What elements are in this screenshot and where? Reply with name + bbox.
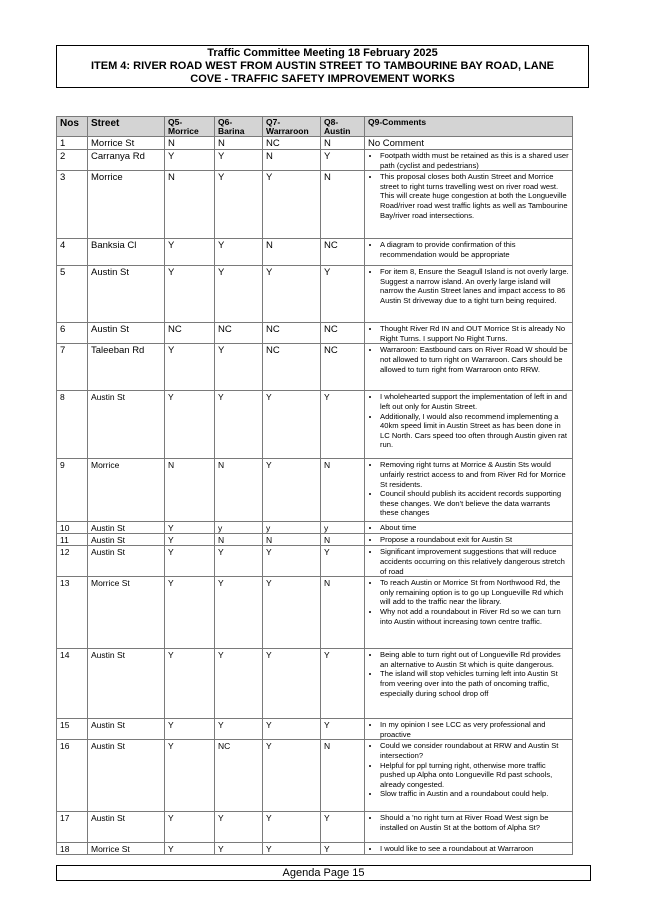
comment-bullet: • The island will stop vehicles turning left into Austin St from veering over into the path of oncoming traffic, especially during school drop off xyxy=(380,669,569,698)
q7-warraroon-cell: Y xyxy=(263,171,321,239)
comment-bullet: • Should a 'no right turn at River Road West sign be installed on Austin St at the bottom of Alpha St? xyxy=(380,813,569,832)
comment-list xyxy=(368,460,569,518)
comment-list xyxy=(368,345,569,374)
comment-bullet: • Council should publish its accident records supporting these changes. We don't believe the data warrants these changes xyxy=(380,489,569,518)
row-number-cell: 3 xyxy=(57,171,88,239)
row-number-cell: 10 xyxy=(57,522,88,534)
row-number-cell: 4 xyxy=(57,239,88,266)
row-number-cell: 12 xyxy=(57,546,88,577)
q8-austin-cell: NC xyxy=(321,323,365,344)
q5-morrice-cell: NC xyxy=(165,323,215,344)
street-cell: Morrice St xyxy=(88,843,165,855)
comment-list xyxy=(368,535,569,545)
q7-warraroon-cell: Y xyxy=(263,740,321,812)
comment-text: No Comment xyxy=(368,138,424,149)
q8-austin-cell: y xyxy=(321,522,365,534)
q7-warraroon-cell: Y xyxy=(263,577,321,649)
comment-bullet: • To reach Austin or Morrice St from Northwood Rd, the only remaining option is to go up Longueville Rd which will add to the traffic near the library. xyxy=(380,578,569,607)
item-title-line2: COVE - TRAFFIC SAFETY IMPROVEMENT WORKS xyxy=(190,73,455,85)
q7-warraroon-cell: Y xyxy=(263,812,321,843)
street-cell: Morrice St xyxy=(88,137,165,150)
comments-cell xyxy=(365,843,573,855)
q6-barina-cell: Y xyxy=(215,391,263,459)
q6-barina-cell: N xyxy=(215,534,263,546)
table-row xyxy=(57,171,573,239)
table-row xyxy=(57,323,573,344)
q7-warraroon-cell: NC xyxy=(263,323,321,344)
header-q8: Q8- Austin xyxy=(321,117,365,137)
q5-morrice-cell: N xyxy=(165,459,215,522)
street-cell: Carranya Rd xyxy=(88,150,165,171)
row-number-cell: 17 xyxy=(57,812,88,843)
comments-cell xyxy=(365,649,573,719)
comments-cell xyxy=(365,344,573,391)
street-cell: Taleeban Rd xyxy=(88,344,165,391)
q6-barina-cell: Y xyxy=(215,546,263,577)
header-street: Street xyxy=(88,117,165,137)
comment-bullet: • In my opinion I see LCC as very professional and proactive xyxy=(380,720,569,739)
header-comments: Q9-Comments xyxy=(365,117,573,137)
q6-barina-cell: Y xyxy=(215,649,263,719)
comment-bullet: • Significant improvement suggestions that will reduce accidents occurring on this relatively dangerous stretch of road xyxy=(380,547,569,576)
row-number-cell: 7 xyxy=(57,344,88,391)
comment-bullet: • This proposal closes both Austin Street and Morrice street to right turns travelling west on river road west. This will create huge congestion at both the Longueville Road/river road west traffic lights as well as Tambourine Bay/river road intersections. xyxy=(380,172,569,220)
comment-bullet: • Additionally, I would also recommend implementing a 40km speed limit in Austin Street as has been done in LC North. Cars speed too often through Austin given rat run. xyxy=(380,412,569,450)
comment-list xyxy=(368,741,569,799)
q7-warraroon-cell: Y xyxy=(263,459,321,522)
comment-list xyxy=(368,547,569,576)
q7-warraroon-cell: NC xyxy=(263,344,321,391)
table-row xyxy=(57,740,573,812)
comments-cell xyxy=(365,740,573,812)
street-cell: Austin St xyxy=(88,522,165,534)
q5-morrice-cell: N xyxy=(165,171,215,239)
q7-warraroon-cell: Y xyxy=(263,546,321,577)
comment-list xyxy=(368,267,569,305)
comment-list xyxy=(368,813,569,832)
q7-warraroon-cell: y xyxy=(263,522,321,534)
street-cell: Austin St xyxy=(88,266,165,323)
q5-morrice-cell: Y xyxy=(165,843,215,855)
comment-bullet: • Why not add a roundabout in River Rd so we can turn into Austin without increasing town centre traffic. xyxy=(380,607,569,626)
q6-barina-cell: Y xyxy=(215,150,263,171)
comment-list xyxy=(368,240,569,259)
comments-cell xyxy=(365,534,573,546)
q5-morrice-cell: Y xyxy=(165,391,215,459)
q5-morrice-cell: Y xyxy=(165,812,215,843)
street-cell: Austin St xyxy=(88,740,165,812)
table-row xyxy=(57,150,573,171)
table-row xyxy=(57,812,573,843)
q5-morrice-cell: Y xyxy=(165,239,215,266)
q8-austin-cell: Y xyxy=(321,391,365,459)
comment-bullet: • Helpful for ppl turning right, otherwise more traffic pushed up Alpha onto Longueville Rd past schools, already congested. xyxy=(380,761,569,790)
q7-warraroon-cell: Y xyxy=(263,843,321,855)
table-row xyxy=(57,577,573,649)
q6-barina-cell: Y xyxy=(215,812,263,843)
comments-cell xyxy=(365,522,573,534)
comments-cell xyxy=(365,459,573,522)
row-number-cell: 6 xyxy=(57,323,88,344)
table-row xyxy=(57,649,573,719)
q6-barina-cell: Y xyxy=(215,843,263,855)
comment-bullet: • Could we consider roundabout at RRW and Austin St intersection? xyxy=(380,741,569,760)
q5-morrice-cell: Y xyxy=(165,577,215,649)
street-cell: Austin St xyxy=(88,812,165,843)
q8-austin-cell: N xyxy=(321,577,365,649)
table-row xyxy=(57,459,573,522)
q5-morrice-cell: Y xyxy=(165,266,215,323)
comment-bullet: • I wholehearted support the implementation of left in and left out only for Austin Street. xyxy=(380,392,569,411)
q8-austin-cell: NC xyxy=(321,239,365,266)
row-number-cell: 8 xyxy=(57,391,88,459)
street-cell: Morrice xyxy=(88,171,165,239)
q7-warraroon-cell: NC xyxy=(263,137,321,150)
row-number-cell: 2 xyxy=(57,150,88,171)
comments-cell xyxy=(365,546,573,577)
q7-warraroon-cell: N xyxy=(263,150,321,171)
comments-cell xyxy=(365,719,573,740)
q8-austin-cell: Y xyxy=(321,843,365,855)
comment-list xyxy=(368,392,569,450)
comment-bullet: • Removing right turns at Morrice & Austin Sts would unfairly restrict access to and from River Rd for Morrice St residents. xyxy=(380,460,569,489)
street-cell: Austin St xyxy=(88,534,165,546)
comments-cell xyxy=(365,266,573,323)
q5-morrice-cell: Y xyxy=(165,719,215,740)
row-number-cell: 9 xyxy=(57,459,88,522)
q6-barina-cell: NC xyxy=(215,323,263,344)
comment-bullet: • Being able to turn right out of Longueville Rd provides an alternative to Austin St which is quite dangerous. xyxy=(380,650,569,669)
q5-morrice-cell: Y xyxy=(165,546,215,577)
street-cell: Austin St xyxy=(88,719,165,740)
comments-cell xyxy=(365,577,573,649)
page-footer xyxy=(56,865,591,881)
q8-austin-cell: N xyxy=(321,534,365,546)
q6-barina-cell: NC xyxy=(215,740,263,812)
responses-table xyxy=(56,116,573,855)
row-number-cell: 18 xyxy=(57,843,88,855)
q6-barina-cell: Y xyxy=(215,266,263,323)
table-row xyxy=(57,239,573,266)
q6-barina-cell: Y xyxy=(215,344,263,391)
q8-austin-cell: N xyxy=(321,171,365,239)
comment-bullet: • Footpath width must be retained as this is a shared user path (cyclist and pedestrians) xyxy=(380,151,569,170)
q6-barina-cell: y xyxy=(215,522,263,534)
street-cell: Banksia Cl xyxy=(88,239,165,266)
table-row xyxy=(57,344,573,391)
item-title-line1: ITEM 4: RIVER ROAD WEST FROM AUSTIN STREET TO TAMBOURINE BAY ROAD, LANE xyxy=(90,60,555,72)
comment-list xyxy=(368,720,569,739)
row-number-cell: 11 xyxy=(57,534,88,546)
comments-cell xyxy=(365,239,573,266)
comment-list xyxy=(368,324,569,343)
header-q6: Q6- Barina xyxy=(215,117,263,137)
table-row xyxy=(57,522,573,534)
row-number-cell: 14 xyxy=(57,649,88,719)
table-row xyxy=(57,546,573,577)
comment-list xyxy=(368,650,569,698)
meeting-title: Traffic Committee Meeting 18 February 2025 xyxy=(207,47,438,59)
q7-warraroon-cell: Y xyxy=(263,649,321,719)
comment-list xyxy=(368,523,569,533)
q8-austin-cell: N xyxy=(321,137,365,150)
street-cell: Austin St xyxy=(88,546,165,577)
q8-austin-cell: Y xyxy=(321,546,365,577)
comments-cell xyxy=(365,812,573,843)
table-header-row xyxy=(57,117,573,137)
q8-austin-cell: Y xyxy=(321,812,365,843)
q8-austin-cell: Y xyxy=(321,266,365,323)
street-cell: Morrice St xyxy=(88,577,165,649)
document-title-box xyxy=(56,45,589,88)
q5-morrice-cell: Y xyxy=(165,534,215,546)
street-cell: Austin St xyxy=(88,649,165,719)
comment-bullet: • Slow traffic in Austin and a roundabout could help. xyxy=(380,789,569,799)
comments-cell xyxy=(365,323,573,344)
page-number-label: Agenda Page 15 xyxy=(282,867,365,879)
q5-morrice-cell: Y xyxy=(165,740,215,812)
q8-austin-cell: Y xyxy=(321,649,365,719)
table-row xyxy=(57,266,573,323)
q8-austin-cell: Y xyxy=(321,150,365,171)
q7-warraroon-cell: Y xyxy=(263,266,321,323)
row-number-cell: 1 xyxy=(57,137,88,150)
row-number-cell: 13 xyxy=(57,577,88,649)
table-body xyxy=(57,137,573,855)
q6-barina-cell: Y xyxy=(215,577,263,649)
q5-morrice-cell: Y xyxy=(165,649,215,719)
comment-bullet: • I would like to see a roundabout at Warraroon xyxy=(380,844,569,854)
q6-barina-cell: Y xyxy=(215,171,263,239)
comment-list xyxy=(368,844,569,854)
comments-cell xyxy=(365,150,573,171)
comment-list xyxy=(368,578,569,626)
q6-barina-cell: N xyxy=(215,137,263,150)
q7-warraroon-cell: N xyxy=(263,239,321,266)
comments-cell xyxy=(365,137,573,150)
table-row xyxy=(57,719,573,740)
header-q7: Q7- Warraroon xyxy=(263,117,321,137)
table-row xyxy=(57,391,573,459)
comment-bullet: • Warraroon: Eastbound cars on River Road W should be not allowed to turn right on Warraroon. Cars should be allowed to turn right from Warraroon onto RRW. xyxy=(380,345,569,374)
comments-cell xyxy=(365,391,573,459)
comment-bullet: • For item 8, Ensure the Seagull Island is not overly large. Suggest a narrow island. An overly large island will narrow the Austin Street lanes and impact access to 86 Austin St driveway due to a tight turn being required. xyxy=(380,267,569,305)
row-number-cell: 16 xyxy=(57,740,88,812)
comment-list xyxy=(368,151,569,170)
row-number-cell: 15 xyxy=(57,719,88,740)
table-row xyxy=(57,843,573,855)
q8-austin-cell: N xyxy=(321,459,365,522)
header-nos: Nos xyxy=(57,117,88,137)
comment-list xyxy=(368,172,569,220)
comment-bullet: • Propose a roundabout exit for Austin St xyxy=(380,535,569,545)
q7-warraroon-cell: N xyxy=(263,534,321,546)
q6-barina-cell: N xyxy=(215,459,263,522)
street-cell: Morrice xyxy=(88,459,165,522)
q6-barina-cell: Y xyxy=(215,239,263,266)
q7-warraroon-cell: Y xyxy=(263,719,321,740)
comment-bullet: • A diagram to provide confirmation of this recommendation would be appropriate xyxy=(380,240,569,259)
q8-austin-cell: Y xyxy=(321,719,365,740)
q8-austin-cell: N xyxy=(321,740,365,812)
q5-morrice-cell: Y xyxy=(165,150,215,171)
comment-bullet: • Thought River Rd IN and OUT Morrice St is already No Right Turns. I support No Right Turns. xyxy=(380,324,569,343)
q5-morrice-cell: N xyxy=(165,137,215,150)
comment-bullet: • About time xyxy=(380,523,569,533)
row-number-cell: 5 xyxy=(57,266,88,323)
q7-warraroon-cell: Y xyxy=(263,391,321,459)
header-q5: Q5- Morrice xyxy=(165,117,215,137)
street-cell: Austin St xyxy=(88,391,165,459)
street-cell: Austin St xyxy=(88,323,165,344)
table-row xyxy=(57,534,573,546)
q5-morrice-cell: Y xyxy=(165,344,215,391)
q8-austin-cell: NC xyxy=(321,344,365,391)
comments-cell xyxy=(365,171,573,239)
q5-morrice-cell: Y xyxy=(165,522,215,534)
table-row xyxy=(57,137,573,150)
q6-barina-cell: Y xyxy=(215,719,263,740)
